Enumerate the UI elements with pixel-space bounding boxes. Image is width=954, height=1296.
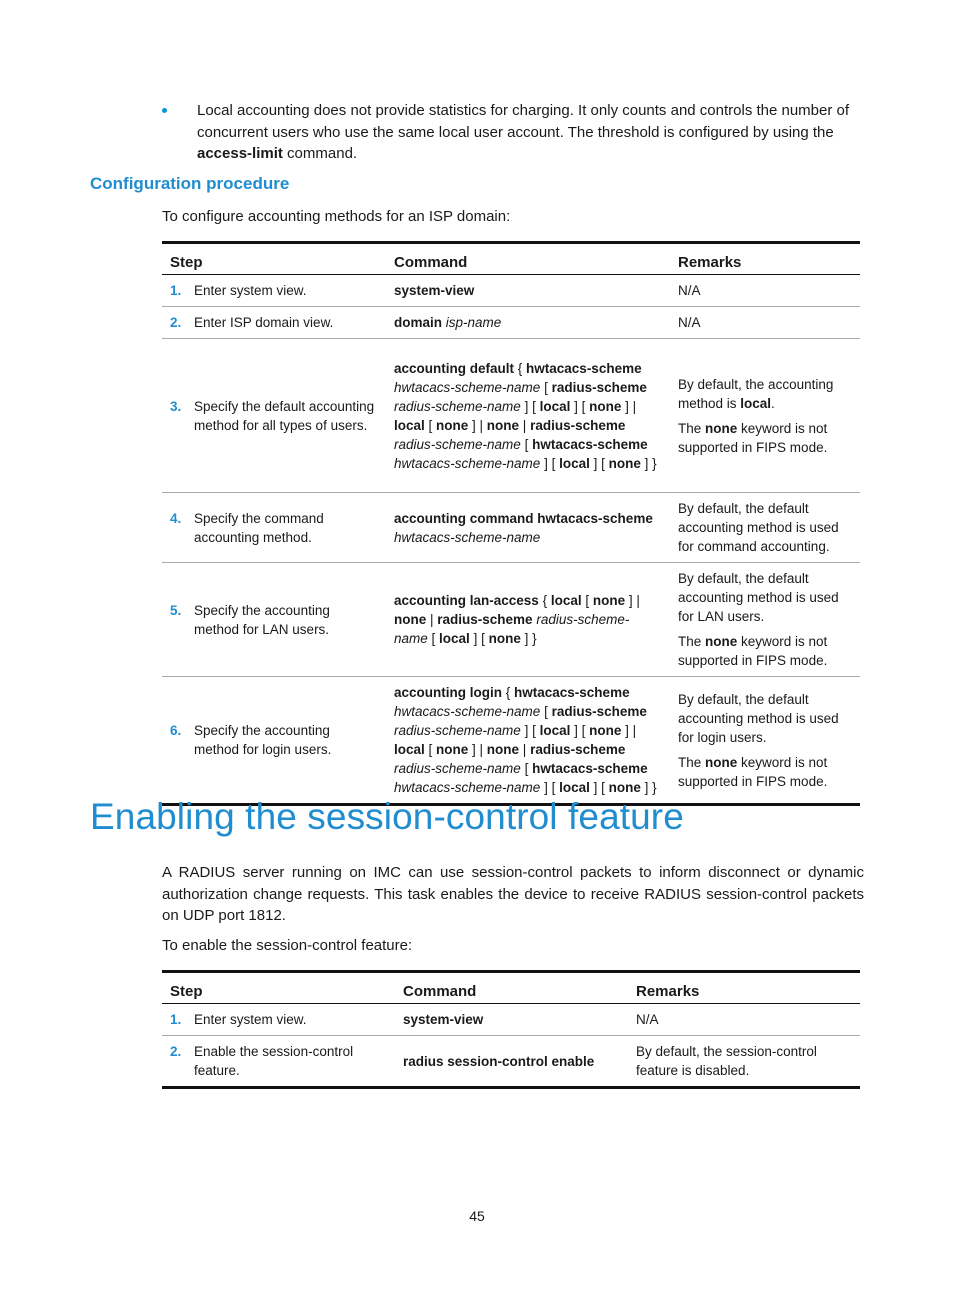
step-number: 5.	[170, 602, 182, 618]
bullet-item	[162, 100, 867, 165]
session-control-table	[162, 970, 860, 1089]
command-cell: accounting lan-access { local [ none ] | none | radius-scheme radius-scheme-name [ local ] [ none ] }	[386, 563, 670, 677]
step-number: 1.	[170, 283, 182, 298]
header-command: Command	[386, 243, 670, 275]
chapter-paragraph: A RADIUS server running on IMC can use session-control packets to inform disconnect or dynamic authorization change requests. This task enables the device to receive RADIUS session-control packets on UDP port 1812.	[162, 864, 864, 924]
step-number: 6.	[170, 723, 182, 738]
page-number: 45	[469, 1208, 485, 1224]
remarks-cell: N/A	[670, 307, 860, 339]
command-cell: system-view	[403, 1012, 484, 1027]
step-text: Specify the accounting method for LAN users.	[194, 602, 330, 637]
step-text: Enable the session-control feature.	[194, 1044, 354, 1078]
step-number: 3.	[170, 398, 182, 414]
step-number: 2.	[170, 315, 182, 330]
header-remarks: Remarks	[670, 243, 860, 275]
remarks-cell: By default, the default accounting method is used for login users. The none keyword is not supported in FIPS mode.	[670, 677, 860, 805]
chapter-title: Enabling the session-control feature	[90, 796, 684, 837]
command-cell: system-view	[394, 283, 475, 298]
command-cell: domain isp-name	[386, 307, 670, 339]
bullet-dot-icon	[162, 108, 167, 113]
accounting-methods-table	[162, 241, 860, 806]
header-command: Command	[395, 972, 628, 1004]
remarks-cell: N/A	[636, 1012, 659, 1027]
header-remarks: Remarks	[628, 972, 860, 1004]
remarks-cell: N/A	[678, 283, 701, 298]
command-cell: accounting command hwtacacs-scheme hwtacacs-scheme-name	[386, 493, 670, 563]
header-step: Step	[162, 243, 386, 275]
header-step: Step	[162, 972, 395, 1004]
remarks-cell: By default, the session-control feature is disabled.	[628, 1036, 860, 1088]
step-text: Enter system view.	[194, 1012, 307, 1027]
section-intro: To configure accounting methods for an ISP domain:	[162, 208, 511, 225]
bold-keyword: access-limit	[197, 145, 283, 162]
table-row	[162, 493, 860, 563]
remarks-cell: By default, the default accounting method is used for LAN users. The none keyword is not supported in FIPS mode.	[670, 563, 860, 677]
table-row	[162, 307, 860, 339]
step-number: 1.	[170, 1012, 182, 1027]
table-row	[162, 275, 860, 307]
step-number: 2.	[170, 1044, 182, 1059]
table-header-row	[162, 243, 860, 275]
chapter-intro: To enable the session-control feature:	[162, 937, 413, 954]
command-cell: accounting default { hwtacacs-scheme hwtacacs-scheme-name [ radius-scheme radius-scheme-name ] [ local ] [ none ] | local [ none ] | none | radius-scheme radius-scheme-name [ hwtacacs-scheme hwtacacs-scheme-name ] [ local ] [ none ] }	[386, 339, 670, 493]
table-row	[162, 677, 860, 805]
step-number: 4.	[170, 510, 182, 526]
step-text: Enter system view.	[194, 283, 307, 298]
step-text: Enter ISP domain view.	[194, 315, 334, 330]
table-header-row	[162, 972, 860, 1004]
command-cell: radius session-control enable	[395, 1036, 628, 1088]
step-text: Specify the accounting method for login users.	[194, 723, 332, 757]
table-row	[162, 339, 860, 493]
table-row	[162, 1004, 860, 1036]
table-row	[162, 563, 860, 677]
remarks-cell: By default, the default accounting method is used for command accounting.	[670, 493, 860, 563]
bullet-text: Local accounting does not provide statistics for charging. It only counts and controls the number of concurrent users who use the same local user account. The threshold is configured by using the access-limit command.	[197, 102, 850, 162]
command-cell: accounting login { hwtacacs-scheme hwtacacs-scheme-name [ radius-scheme radius-scheme-name ] [ local ] [ none ] | local [ none ] | none | radius-scheme radius-scheme-name [ hwtacacs-scheme hwtacacs-scheme-name ] [ local ] [ none ] }	[386, 677, 670, 805]
step-text: Specify the command accounting method.	[194, 510, 324, 545]
step-text: Specify the default accounting method for all types of users.	[194, 398, 375, 433]
section-heading: Configuration procedure	[90, 174, 290, 193]
remarks-cell: By default, the accounting method is local. The none keyword is not supported in FIPS mode.	[670, 339, 860, 493]
table-row	[162, 1036, 860, 1088]
